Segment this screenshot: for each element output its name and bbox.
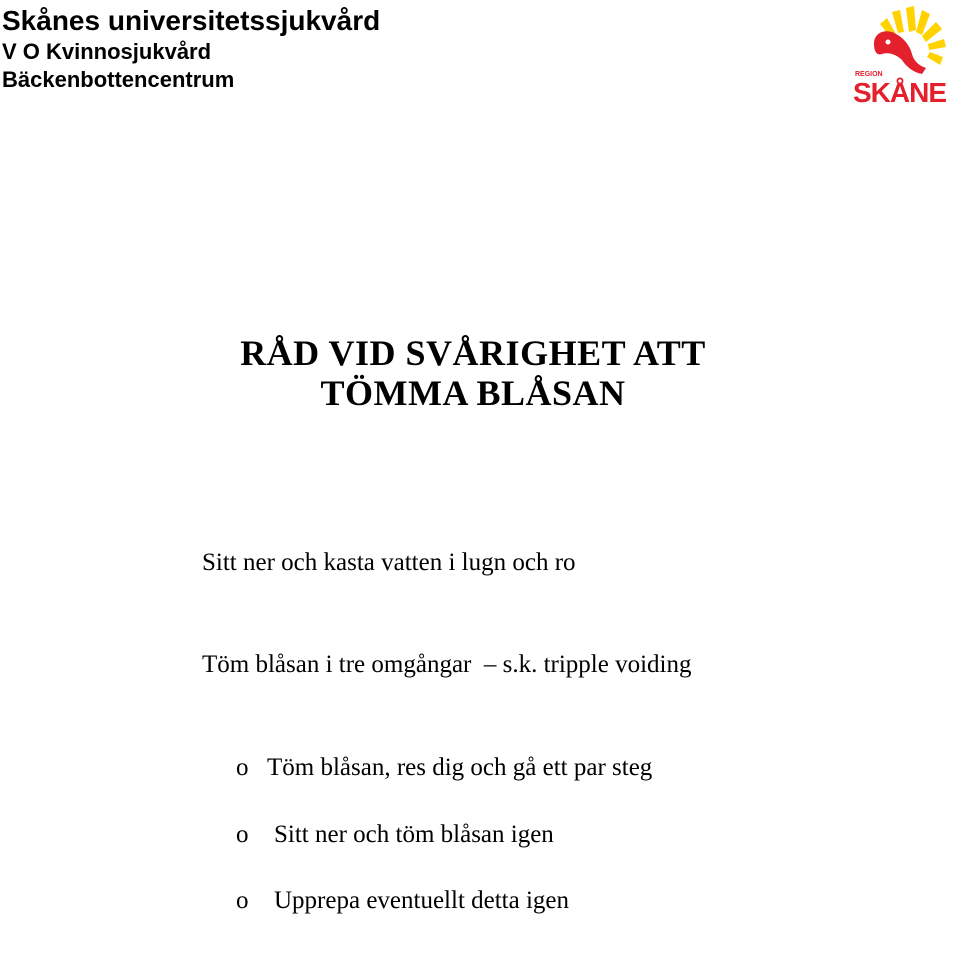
organization-name: Skånes universitetssjukvård [2,5,381,36]
logo-region-text: REGION [855,71,883,78]
document-title [0,333,946,413]
logo-skane-text: SKÅNE [853,77,947,106]
title-line-2: TÖMMA BLÅSAN [320,373,626,413]
advice-paragraph-1: Sitt ner och kasta vatten i lugn och ro [202,549,576,576]
bullet-marker: o [236,754,249,781]
griffin-icon [874,31,926,74]
advice-paragraph-2: Töm blåsan i tre omgångar – s.k. tripple voiding [202,651,692,678]
list-item-text: Upprepa eventuellt detta igen [274,887,570,914]
title-line-1: RÅD VID SVÅRIGHET ATT [240,333,706,373]
bullet-marker: o [236,887,249,914]
document-header [2,4,380,94]
list-item [236,886,570,976]
list-item-text: Sitt ner och töm blåsan igen [274,821,554,848]
unit-name: Bäckenbottencentrum [2,67,235,92]
bullet-marker: o [236,821,249,848]
department-name: V O Kvinnosjukvård [2,39,212,64]
region-skane-logo [852,2,960,106]
list-item-text: Töm blåsan, res dig och gå ett par steg [267,754,653,781]
